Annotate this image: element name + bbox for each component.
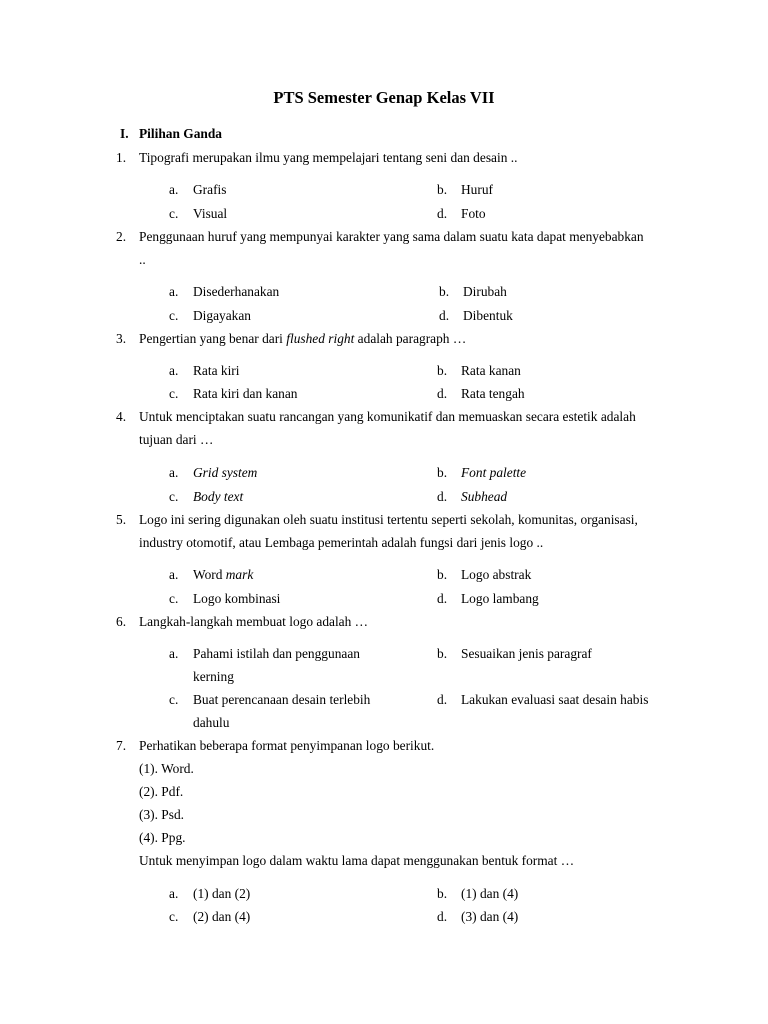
option-a: a. Word mark: [169, 567, 254, 582]
option-a-continued: kerning: [193, 669, 234, 684]
format-item: (1). Word.: [139, 761, 194, 776]
option-d: d. Dibentuk: [439, 308, 513, 323]
option-d: d. (3) dan (4): [437, 909, 519, 924]
question-text: Perhatikan beberapa format penyimpanan logo berikut.: [139, 738, 435, 753]
question-text-continued: industry otomotif, atau Lembaga pemerintah adalah fungsi dari jenis logo ..: [139, 535, 544, 550]
question-text-continued: ..: [139, 252, 146, 267]
question-number: 3.: [116, 331, 127, 346]
option-c: c. Body text: [169, 489, 244, 504]
question-prompt: Untuk menyimpan logo dalam waktu lama dapat menggunakan bentuk format …: [139, 853, 575, 868]
question-text: Langkah-langkah membuat logo adalah …: [139, 614, 369, 629]
question-text: Penggunaan huruf yang mempunyai karakter yang sama dalam suatu kata dapat menyebabkan: [139, 229, 644, 244]
question-text: Logo ini sering digunakan oleh suatu institusi tertentu seperti sekolah, komunitas, organisasi,: [139, 512, 638, 527]
option-a: a. Rata kiri: [169, 363, 240, 378]
option-c: c. Rata kiri dan kanan: [169, 386, 298, 401]
question-text: Untuk menciptakan suatu rancangan yang komunikatif dan memuaskan secara estetik adalah: [139, 409, 636, 424]
question-number: 2.: [116, 229, 127, 244]
section-label: Pilihan Ganda: [139, 126, 222, 141]
option-a: a. Grafis: [169, 182, 227, 197]
option-c: c. Visual: [169, 206, 228, 221]
option-c: c. Digayakan: [169, 308, 252, 323]
option-d: d. Lakukan evaluasi saat desain habis: [437, 692, 649, 707]
format-item: (3). Psd.: [139, 807, 185, 822]
option-b: b. Font palette: [437, 465, 527, 480]
format-item: (2). Pdf.: [139, 784, 184, 799]
option-a: a. Grid system: [169, 465, 258, 480]
question-number: 7.: [116, 738, 127, 753]
option-b: b. Rata kanan: [437, 363, 521, 378]
option-a: a. (1) dan (2): [169, 886, 251, 901]
option-b: b. (1) dan (4): [437, 886, 519, 901]
page-title: PTS Semester Genap Kelas VII: [273, 88, 495, 107]
section-number: I.: [120, 126, 129, 141]
question-text: Pengertian yang benar dari flushed right adalah paragraph …: [139, 331, 467, 346]
option-c-continued: dahulu: [193, 715, 230, 730]
option-d: d. Rata tengah: [437, 386, 525, 401]
question-number: 6.: [116, 614, 127, 629]
format-item: (4). Ppg.: [139, 830, 186, 845]
section-heading: [120, 126, 222, 142]
option-c: c. (2) dan (4): [169, 909, 251, 924]
option-b: b. Sesuaikan jenis paragraf: [437, 646, 592, 661]
question-number: 1.: [116, 150, 127, 165]
question-number: 5.: [116, 512, 127, 527]
question-text: Tipografi merupakan ilmu yang mempelajari tentang seni dan desain ..: [139, 150, 518, 165]
question-number: 4.: [116, 409, 127, 424]
option-d: d. Logo lambang: [437, 591, 539, 606]
option-a: a. Pahami istilah dan penggunaan: [169, 646, 360, 661]
option-b: b. Huruf: [437, 182, 493, 197]
option-a: a. Disederhanakan: [169, 284, 280, 299]
option-b: b. Logo abstrak: [437, 567, 532, 582]
option-d: d. Foto: [437, 206, 486, 221]
option-c: c. Buat perencanaan desain terlebih: [169, 692, 371, 707]
option-c: c. Logo kombinasi: [169, 591, 281, 606]
option-d: d. Subhead: [437, 489, 508, 504]
option-b: b. Dirubah: [439, 284, 507, 299]
question-text-continued: tujuan dari …: [139, 432, 214, 447]
